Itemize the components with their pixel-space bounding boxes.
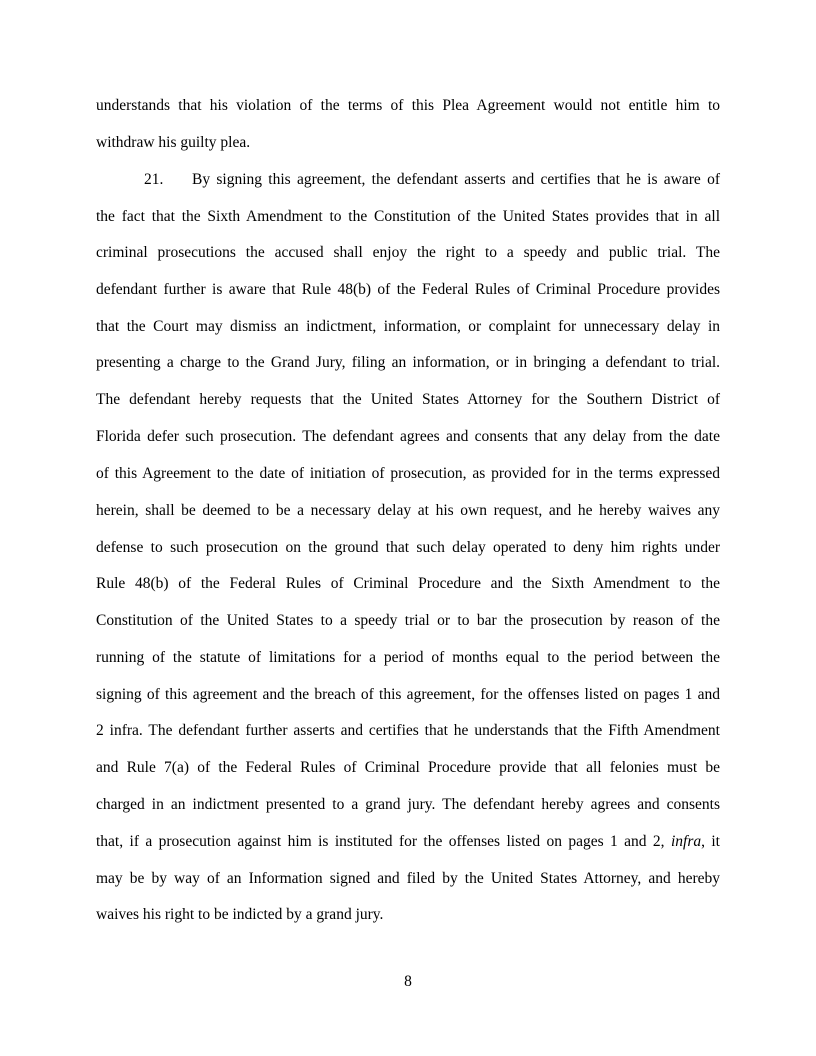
body-line: herein, shall be deemed to be a necessary delay at his own request, and he hereby waives any [96, 502, 720, 519]
infra-italic: infra [670, 833, 702, 850]
body-line: presenting a charge to the Grand Jury, filing an information, or in bringing a defendant to trial. [96, 354, 720, 371]
body-line: charged in an indictment presented to a grand jury. The defendant hereby agrees and consents [96, 796, 720, 813]
paragraph-21-first-line [144, 169, 720, 191]
body-line: understands that his violation of the terms of this Plea Agreement would not entitle him to [96, 97, 720, 114]
page-number: 8 [404, 973, 412, 990]
body-line: may be by way of an Information signed and filed by the United States Attorney, and hereby [96, 870, 720, 887]
body-line: Constitution of the United States to a speedy trial or to bar the prosecution by reason of the [96, 612, 720, 629]
body-line: of this Agreement to the date of initiation of prosecution, as provided for in the terms expressed [96, 465, 720, 482]
body-line: waives his right to be indicted by a grand jury. [96, 906, 384, 923]
body-line: defense to such prosecution on the ground that such delay operated to deny him rights under [96, 539, 720, 556]
body-line: signing of this agreement and the breach of this agreement, for the offenses listed on pages 1 and [96, 686, 720, 703]
paragraph-number: 21. [144, 171, 164, 188]
paragraph-21-opening-text: By signing this agreement, the defendant asserts and certifies that he is aware of [192, 171, 720, 188]
body-line-infra [96, 831, 720, 853]
infra-line-after: , it [701, 833, 720, 850]
body-line: the fact that the Sixth Amendment to the Constitution of the United States provides that in all [96, 208, 720, 225]
body-line: defendant further is aware that Rule 48(b) of the Federal Rules of Criminal Procedure provides [96, 281, 720, 298]
body-line: running of the statute of limitations for a period of months equal to the period between the [96, 649, 720, 666]
body-line: The defendant hereby requests that the United States Attorney for the Southern District of [96, 391, 720, 408]
body-line: that the Court may dismiss an indictment, information, or complaint for unnecessary delay in [96, 318, 720, 335]
body-line: Rule 48(b) of the Federal Rules of Criminal Procedure and the Sixth Amendment to the [96, 575, 720, 592]
body-line: Florida defer such prosecution. The defendant agrees and consents that any delay from the date [96, 428, 720, 445]
body-line: withdraw his guilty plea. [96, 134, 251, 151]
body-line: and Rule 7(a) of the Federal Rules of Criminal Procedure provide that all felonies must be [96, 759, 720, 776]
infra-line-before: that, if a prosecution against him is instituted for the offenses listed on pages 1 and 2, [96, 833, 671, 850]
body-line: 2 infra. The defendant further asserts and certifies that he understands that the Fifth Amendment [96, 722, 720, 739]
body-line: criminal prosecutions the accused shall enjoy the right to a speedy and public trial. The [96, 244, 720, 261]
